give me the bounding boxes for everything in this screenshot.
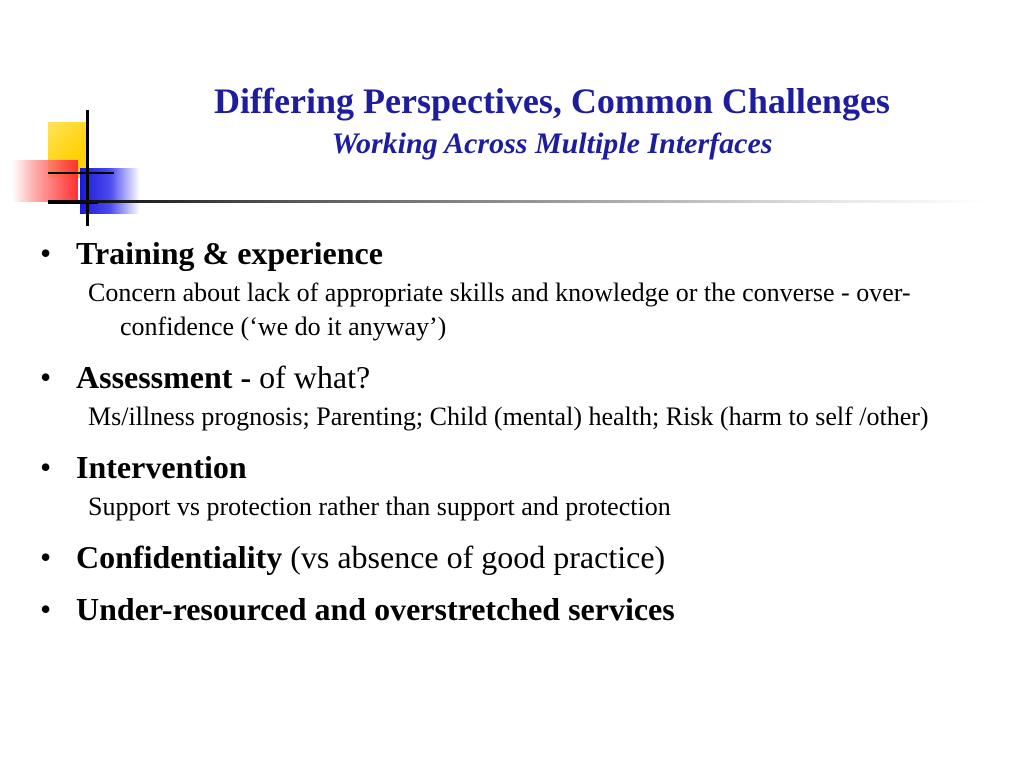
logo-horizontal-line xyxy=(48,172,114,174)
bullet-item xyxy=(40,230,1000,276)
bullet-text: of what? xyxy=(259,359,371,395)
sub-bullet-text: Concern about lack of appropriate skills and knowledge or the converse - over-confidence (‘we do it anyway’) xyxy=(88,278,911,341)
bullet-point: • xyxy=(40,359,52,395)
bullet-heading: Confidentiality xyxy=(76,539,283,575)
bullet-point: • xyxy=(40,539,52,575)
sub-bullet-text: Ms/illness prognosis; Parenting; Child (mental) health; Risk (harm to self /other) xyxy=(88,402,929,431)
bullet-point: • xyxy=(40,235,52,271)
bullet-item xyxy=(40,534,1000,580)
logo-red-square xyxy=(12,160,78,202)
slide-title-block xyxy=(110,78,994,164)
bullet-point: • xyxy=(40,591,52,627)
bullet-heading: Intervention xyxy=(76,449,247,485)
bullet-heading: Under-resourced and overstretched services xyxy=(76,591,675,627)
title-underline-rule xyxy=(48,200,988,203)
bullet-heading: Assessment - xyxy=(76,359,260,395)
bullet-point: • xyxy=(40,449,52,485)
bullet-heading: Training & experience xyxy=(76,235,383,271)
sub-bullet-text: Support vs protection rather than support and protection xyxy=(88,492,671,521)
bullet-item xyxy=(40,444,1000,490)
slide-title: Differing Perspectives, Common Challenges xyxy=(214,81,890,121)
slide-subtitle: Working Across Multiple Interfaces xyxy=(331,127,773,160)
bullet-item xyxy=(40,354,1000,400)
logo-vertical-line xyxy=(86,110,89,226)
bullet-item xyxy=(40,586,1000,632)
logo-blue-square xyxy=(80,168,140,214)
bullet-text: (vs absence of good practice) xyxy=(282,539,666,575)
slide-body xyxy=(40,230,1000,632)
